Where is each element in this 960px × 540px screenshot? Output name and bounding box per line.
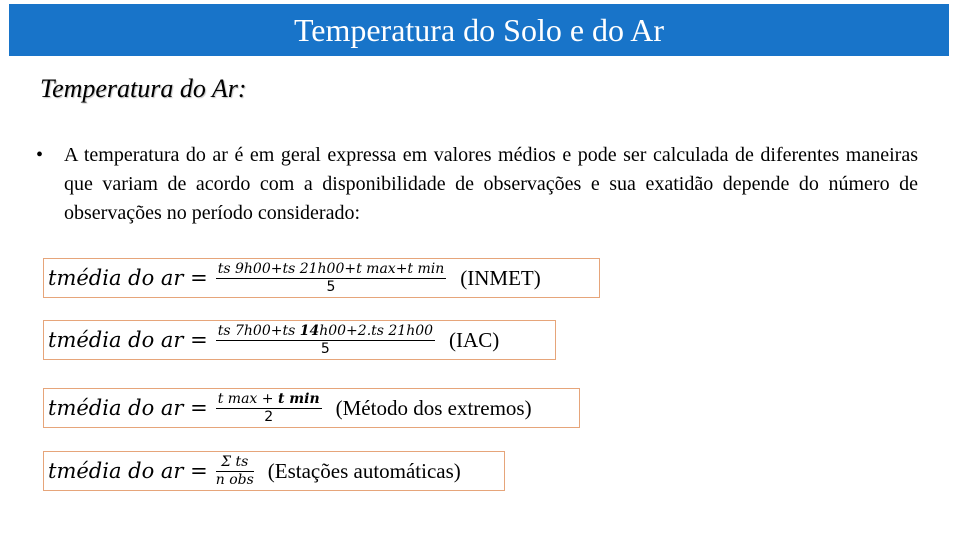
numerator-bold-part: t min	[277, 390, 320, 407]
formula-fraction	[216, 391, 322, 426]
bullet-marker: •	[36, 144, 44, 166]
formula-lhs: tmédia do ar =	[48, 396, 208, 420]
bullet-item	[36, 141, 918, 228]
formula-numerator	[216, 323, 435, 340]
formula-inmet	[43, 258, 600, 298]
formula-method: (IAC)	[449, 327, 500, 352]
numerator-part: ts 7h00+ts	[217, 322, 300, 339]
formula-denominator: n obs	[215, 472, 254, 489]
formula-fraction	[216, 323, 435, 358]
formula-lhs: tmédia do ar =	[48, 328, 208, 352]
title-bar	[9, 4, 949, 56]
formula-method: (INMET)	[460, 265, 541, 290]
numerator-bold-part: 14	[299, 322, 320, 339]
formula-numerator: Σ ts	[221, 453, 249, 470]
formula-automaticas	[43, 451, 505, 491]
formula-denominator: 5	[320, 341, 330, 358]
numerator-part: h00+2.ts 21h00	[319, 322, 434, 339]
formula-lhs: tmédia do ar =	[48, 266, 208, 290]
formula-denominator: 2	[264, 409, 274, 426]
formula-numerator	[216, 391, 322, 408]
formula-lhs: tmédia do ar =	[48, 459, 208, 483]
formula-denominator: 5	[326, 279, 336, 296]
slide-title: Temperatura do Solo e do Ar	[293, 12, 665, 48]
section-subtitle: Temperatura do Ar:	[40, 74, 247, 103]
formula-extremos	[43, 388, 580, 428]
formula-numerator: ts 9h00+ts 21h00+t max+t min	[217, 260, 445, 277]
formula-fraction	[216, 261, 447, 296]
formula-iac	[43, 320, 556, 360]
formula-method: (Método dos extremos)	[335, 395, 532, 420]
numerator-part: t max +	[217, 390, 278, 407]
formula-method: (Estações automáticas)	[267, 458, 461, 483]
bullet-text: A temperatura do ar é em geral expressa em valores médios e pode ser calculada de diferentes maneiras que variam de acordo com a disponibilidade de observações e sua exatidão depende do número de observações no período considerado:	[64, 144, 918, 224]
formula-fraction	[216, 454, 254, 489]
